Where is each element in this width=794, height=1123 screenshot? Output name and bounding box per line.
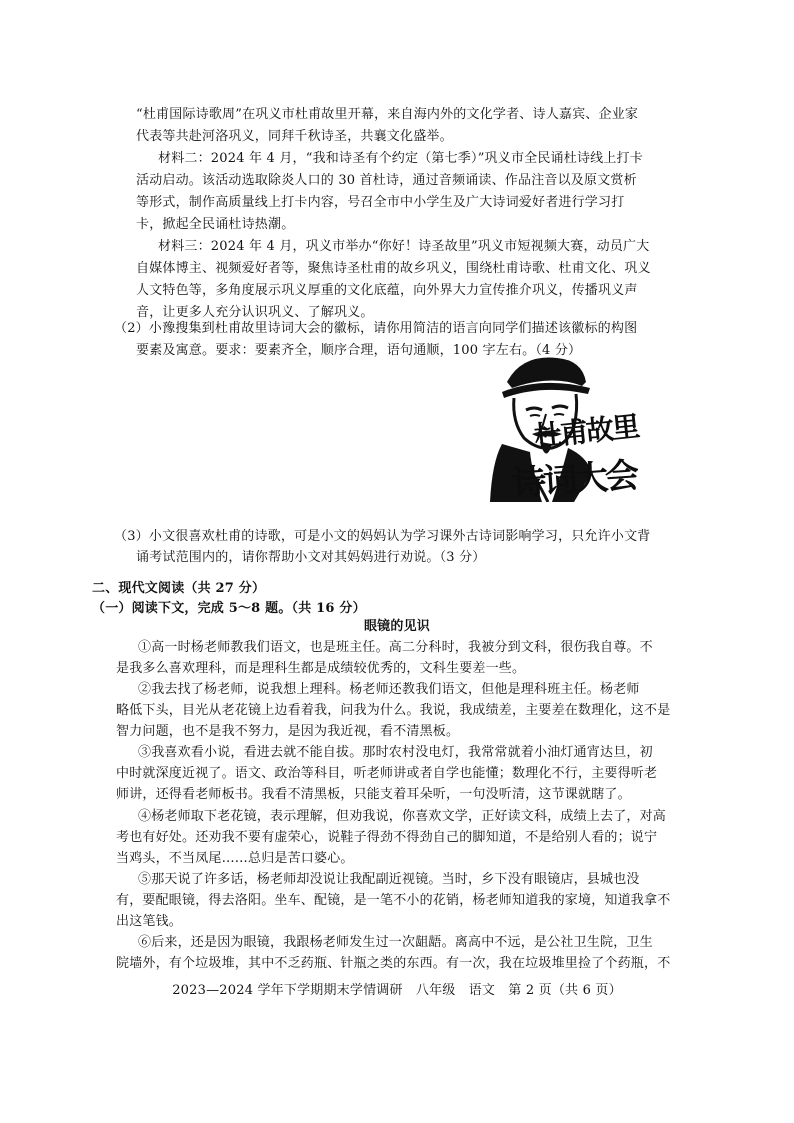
page-footer: 2023—2024 学年下学期期末学情调研 八年级 语文 第 2 页（共 6 页） bbox=[172, 983, 622, 998]
material2-line4: 卡，掀起全民诵杜诗热潮。 bbox=[136, 217, 295, 232]
question3-line2: 诵考试范围内的，请你帮助小文对其妈妈进行劝说。（3 分） bbox=[136, 550, 486, 565]
passage-p3-line2: 中时就深度近视了。语文、政治等科目，听老师讲或者自学也能懂；数理化不行，主要得听老 bbox=[116, 766, 658, 781]
passage-p1-line2: 是我多么喜欢理科，而是理科生都是成绩较优秀的，文科生要差一些。 bbox=[116, 661, 526, 676]
passage-title: 眼镜的见识 bbox=[363, 619, 430, 634]
material2-line1: 材料二：2024 年 4 月，“我和诗圣有个约定（第七季）”巩义市全民诵杜诗线上打卡 bbox=[158, 151, 643, 166]
question3-line1: （3）小文很喜欢杜甫的诗歌，可是小文的妈妈认为学习课外古诗词影响学习，只允许小文背 bbox=[114, 529, 651, 544]
section-heading: 二、现代文阅读（共 27 分） bbox=[92, 581, 266, 596]
material1-line1: “杜甫国际诗歌周”在巩义市杜甫故里开幕，来自海内外的文化学者、诗人嘉宾、企业家 bbox=[136, 107, 639, 122]
material2-line2: 活动启动。该活动选取除炎人口的 30 首杜诗，通过音频诵读、作品注音以及原文赏析 bbox=[136, 173, 637, 188]
passage-p2-line2: 略低下头，目光从老花镜上边看着我，问我为什么。我说，我成绩差，主要差在数理化，这不是 bbox=[116, 703, 671, 718]
passage-p5-line2: 有，要配眼镜，得去洛阳。坐车、配镜，是一笔不小的花销，杨老师知道我的家境，知道我拿不 bbox=[116, 893, 671, 908]
material3-line1: 材料三：2024 年 4 月，巩义市举办“你好！诗圣故里”巩义市短视频大赛，动员广大 bbox=[158, 239, 650, 254]
material2-line3: 等形式，制作高质量线上打卡内容，号召全市中小学生及广大诗词爱好者进行学习打 bbox=[136, 195, 625, 210]
logo-text-top: 杜甫故里 bbox=[532, 409, 640, 454]
poetry-conference-logo bbox=[482, 352, 657, 505]
passage-p1-line1: ①高一时杨老师教我们语文，也是班主任。高二分科时，我被分到文科，很伤我自尊。不 bbox=[138, 640, 653, 655]
passage-p3-line1: ③我喜欢看小说，看进去就不能自拔。那时农村没电灯，我常常就着小油灯通宵达旦，初 bbox=[138, 745, 653, 760]
question2-line1: （2）小豫搜集到杜甫故里诗词大会的徽标，请你用简洁的语言向同学们描述该徽标的构图 bbox=[114, 321, 638, 336]
passage-p4-line2: 考也有好处。还劝我不要有虚荣心，说鞋子得劲不得劲自己的脚知道，不是给别人看的；说宁 bbox=[116, 830, 658, 845]
passage-p2-line1: ②我去找了杨老师，说我想上理科。杨老师还教我们语文，但他是理科班主任。杨老师 bbox=[138, 682, 640, 697]
section-subheading: （一）阅读下文，完成 5～8 题。（共 16 分） bbox=[92, 601, 366, 616]
material3-line2: 自媒体博主、视频爱好者等，聚焦诗圣杜甫的故乡巩义，围绕杜甫诗歌、杜甫文化、巩义 bbox=[136, 261, 651, 276]
material3-line3: 人文特色等，多角度展示巩义厚重的文化底蕴，向外界大力宣传推介巩义，传播巩义声 bbox=[136, 283, 638, 298]
passage-p6-line1: ⑥后来，还是因为眼镜，我跟杨老师发生过一次龃龉。离高中不远，是公社卫生院，卫生 bbox=[138, 935, 653, 950]
question2-line2: 要素及寓意。要求：要素齐全，顺序合理，语句通顺，100 字左右。（4 分） bbox=[136, 343, 582, 358]
passage-p2-line3: 智力问题，也不是我不努力，是因为我近视，看不清黑板。 bbox=[116, 724, 460, 739]
material1-line2: 代表等共赴河洛巩义，同拜千秋诗圣，共襄文化盛举。 bbox=[136, 129, 453, 144]
passage-p5-line3: 出这笔钱。 bbox=[116, 914, 183, 929]
passage-p6-line2: 院墙外，有个垃圾堆，其中不乏药瓶、针瓶之类的东西。有一次，我在垃圾堆里捡了个药瓶，不 bbox=[116, 956, 671, 971]
passage-p5-line1: ⑤那天说了许多话，杨老师却没说让我配副近视镜。当时，乡下没有眼镜店，县城也没 bbox=[138, 872, 640, 887]
passage-p4-line3: 当鸡头，不当凤尾……总归是苦口婆心。 bbox=[116, 851, 354, 866]
logo-text-bottom: 诗词大会 bbox=[511, 455, 638, 505]
passage-p3-line3: 师讲，还得看老师板书。我看不清黑板，只能支着耳朵听，一句没听清，这节课就瞎了。 bbox=[116, 787, 631, 802]
material3-line4: 音，让更多人充分认识巩义、了解巩义。 bbox=[136, 305, 374, 320]
passage-p4-line1: ④杨老师取下老花镜，表示理解，但劝我说，你喜欢文学，正好读文科，成绩上去了，对高 bbox=[138, 809, 667, 824]
